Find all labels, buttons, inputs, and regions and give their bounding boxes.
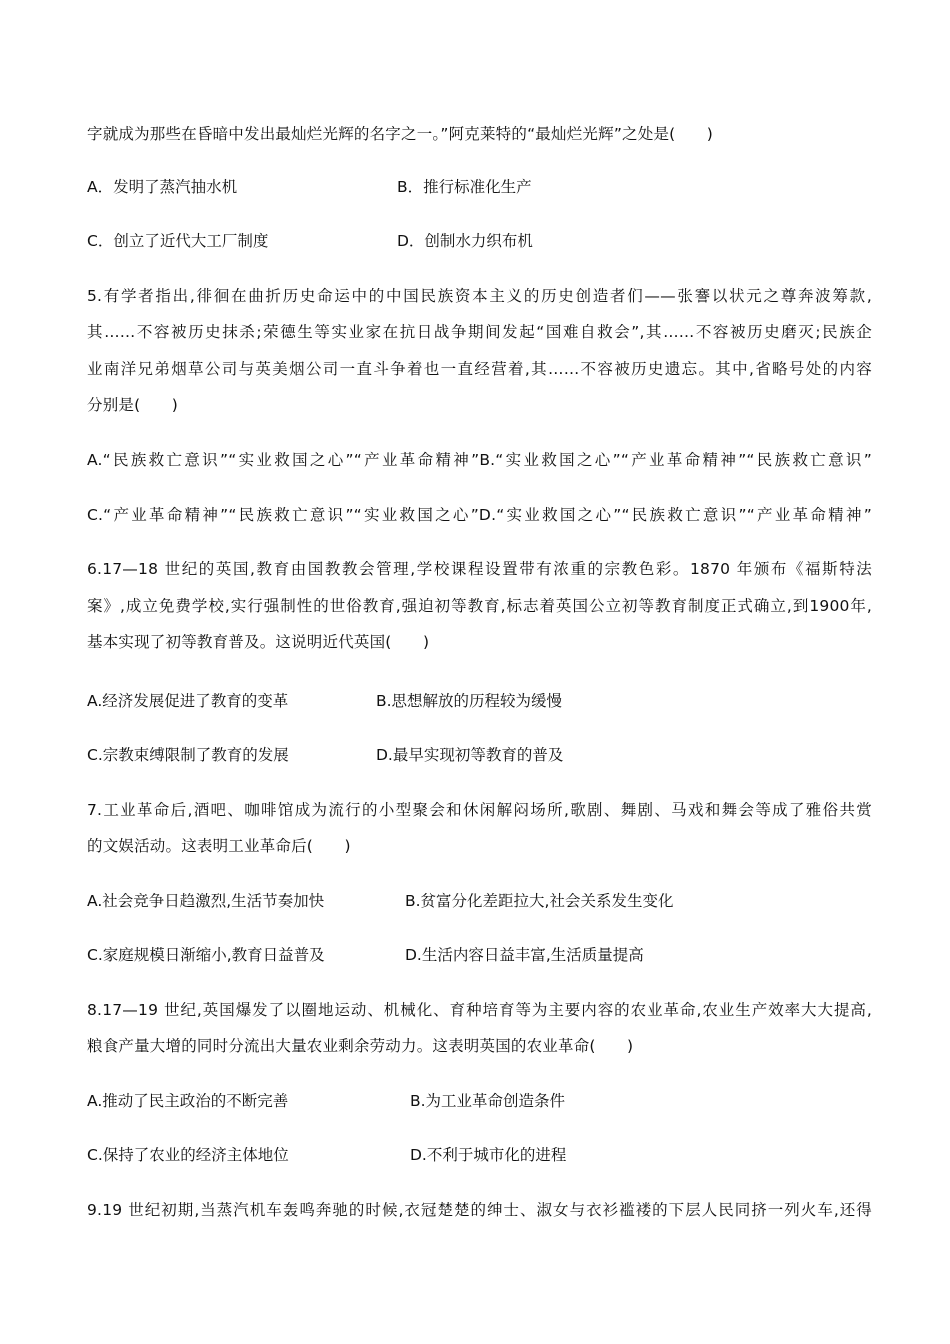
q8-stem-line-1: 8.17—19 世纪,英国爆发了以圈地运动、机械化、育种培育等为主要内容的农业革命,农业生产效率大大提高, xyxy=(87,1001,872,1019)
q8-option-c: C.保持了农业的经济主体地位 xyxy=(87,1146,289,1164)
q7-option-c: C.家庭规模日渐缩小,教育日益普及 xyxy=(87,946,325,964)
q8-option-d: D.不利于城市化的进程 xyxy=(410,1146,567,1164)
q7-option-b: B.贫富分化差距拉大,社会关系发生变化 xyxy=(405,892,674,910)
q5-stem-line-4: 分别是( ) xyxy=(87,396,178,414)
q6-stem-line-2: 案》,成立免费学校,实行强制性的世俗教育,强迫初等教育,标志着英国公立初等教育制度正式确立,到1900年, xyxy=(87,597,872,615)
q8-option-a: A.推动了民主政治的不断完善 xyxy=(87,1092,289,1110)
q4-option-b: B．推行标准化生产 xyxy=(397,178,532,196)
q7-stem-line-1: 7.工业革命后,酒吧、咖啡馆成为流行的小型聚会和休闲解闷场所,歌剧、舞剧、马戏和舞会等成了雅俗共赏 xyxy=(87,801,872,819)
q6-option-b: B.思想解放的历程较为缓慢 xyxy=(376,692,563,710)
q8-stem-line-2: 粮食产量大增的同时分流出大量农业剩余劳动力。这表明英国的农业革命( ) xyxy=(87,1037,634,1055)
q6-stem-line-3: 基本实现了初等教育普及。这说明近代英国( ) xyxy=(87,633,430,651)
q7-option-d: D.生活内容日益丰富,生活质量提高 xyxy=(405,946,644,964)
q6-option-a: A.经济发展促进了教育的变革 xyxy=(87,692,289,710)
q6-option-d: D.最早实现初等教育的普及 xyxy=(376,746,564,764)
q4-stem-line: 字就成为那些在昏暗中发出最灿烂光辉的名字之一。”阿克莱特的“最灿烂光辉”之处是( ) xyxy=(87,125,714,143)
q6-stem-line-1: 6.17—18 世纪的英国,教育由国教教会管理,学校课程设置带有浓重的宗教色彩。1870 年颁布《福斯特法 xyxy=(87,560,872,578)
q5-stem-line-1: 5.有学者指出,徘徊在曲折历史命运中的中国民族资本主义的历史创造者们——张謇以状元之尊奔波筹款, xyxy=(87,287,872,305)
q4-option-a: A．发明了蒸汽抽水机 xyxy=(87,178,238,196)
q7-option-a: A.社会竞争日趋激烈,生活节奏加快 xyxy=(87,892,325,910)
q5-options-cd: C.“产业革命精神”“民族救亡意识”“实业救国之心”D.“实业救国之心”“民族救亡意识”“产业革命精神” xyxy=(87,506,872,524)
q4-option-c: C．创立了近代大工厂制度 xyxy=(87,232,269,250)
q7-stem-line-2: 的文娱活动。这表明工业革命后( ) xyxy=(87,837,351,855)
q5-options-ab: A.“民族救亡意识”“实业救国之心”“产业革命精神”B.“实业救国之心”“产业革命精神”“民族救亡意识” xyxy=(87,451,872,469)
q6-option-c: C.宗教束缚限制了教育的发展 xyxy=(87,746,289,764)
q5-stem-line-2: 其……不容被历史抹杀;荣德生等实业家在抗日战争期间发起“国难自救会”,其……不容被历史磨灭;民族企 xyxy=(87,323,872,341)
q9-stem-line-1: 9.19 世纪初期,当蒸汽机车轰鸣奔驰的时候,衣冠楚楚的绅士、淑女与衣衫褴褛的下层人民同挤一列火车,还得 xyxy=(87,1201,872,1219)
q5-stem-line-3: 业南洋兄弟烟草公司与英美烟公司一直斗争着也一直经营着,其……不容被历史遗忘。其中,省略号处的内容 xyxy=(87,360,872,378)
q8-option-b: B.为工业革命创造条件 xyxy=(410,1092,566,1110)
q4-option-d: D．创制水力织布机 xyxy=(397,232,533,250)
